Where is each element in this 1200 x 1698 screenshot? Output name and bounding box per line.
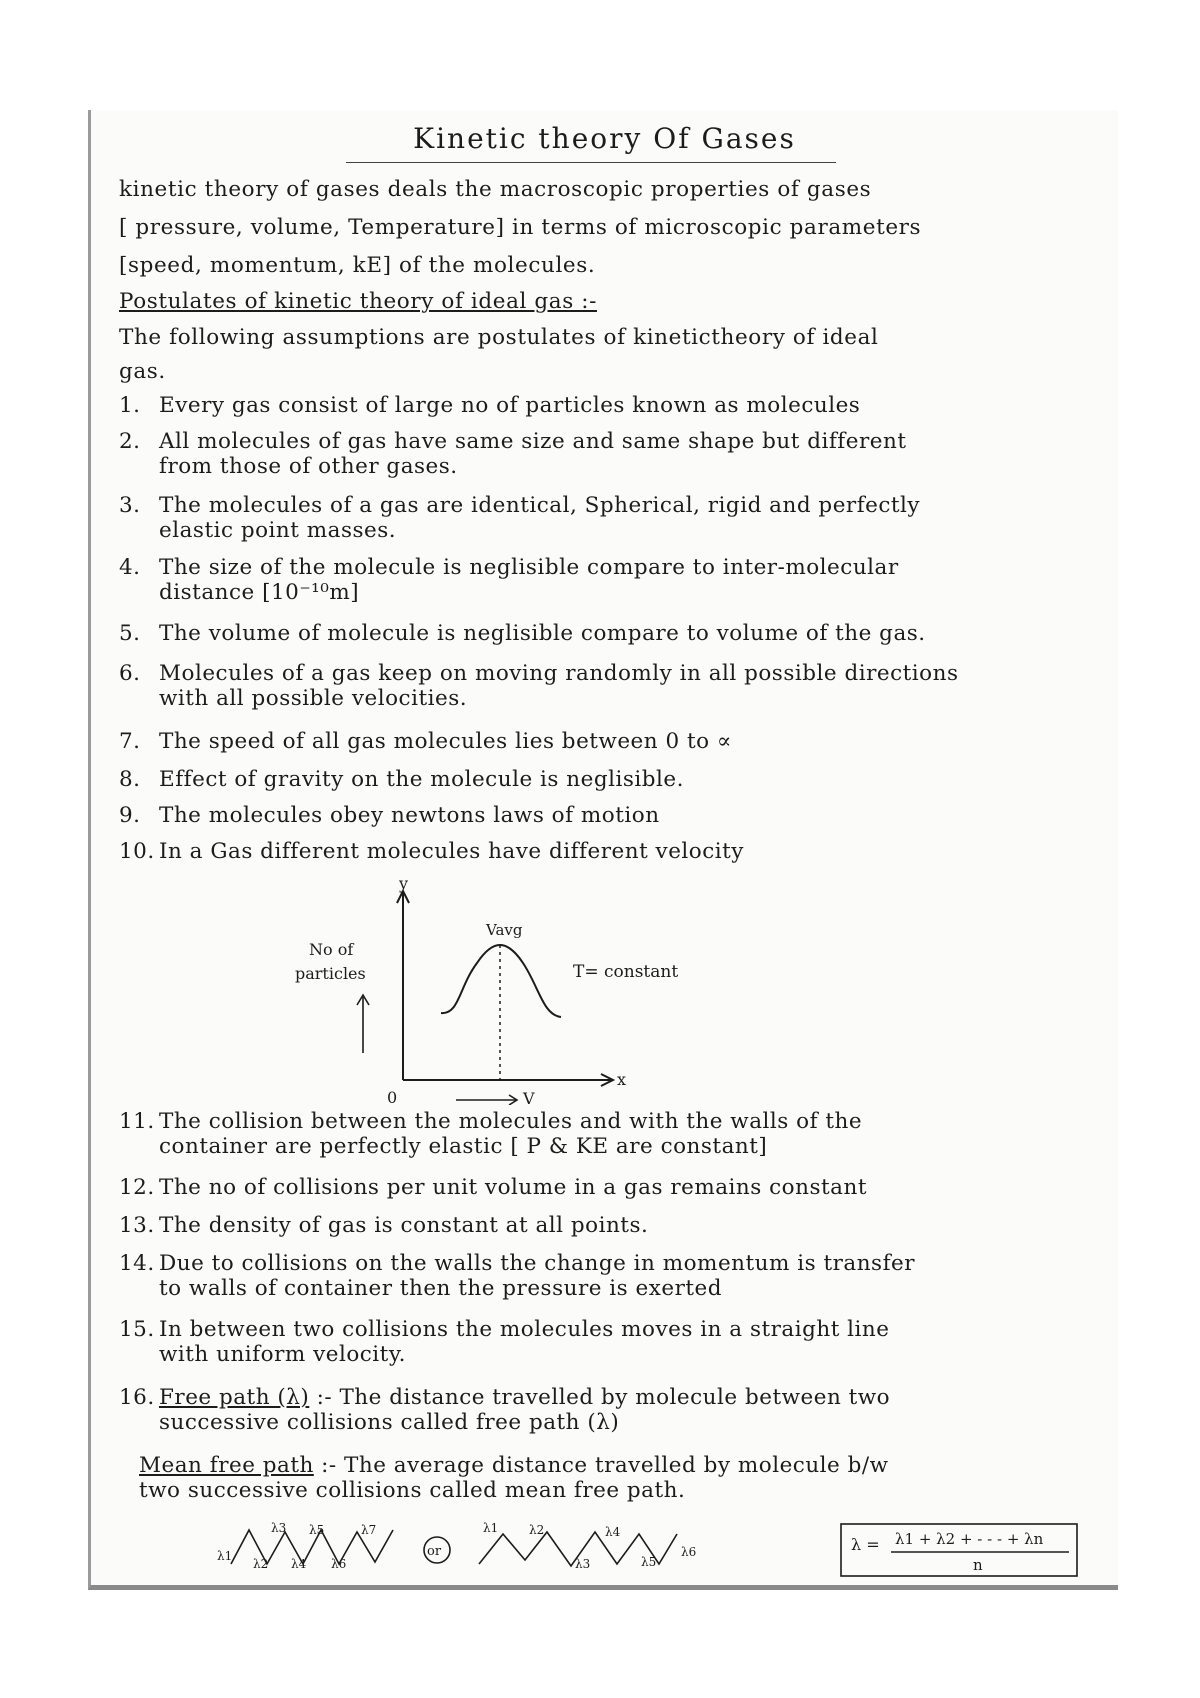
zigzag-a-label-2: λ2 [253,1557,269,1571]
postulate-text-cont: elastic point masses. [159,517,397,543]
postulate-text-cont: with all possible velocities. [159,685,468,711]
postulate-text: Every gas consist of large no of particles known as molecules [159,393,861,418]
postulate-number: 1. [119,393,141,418]
postulate-text: In a Gas different molecules have different velocity [159,839,744,864]
velocity-distribution-graph [281,875,741,1105]
mean-free-path-definition [139,1454,1104,1503]
zigzag-a-label-7: λ7 [361,1523,377,1537]
postulate-9 [119,804,1084,829]
postulate-number: 14. [119,1251,155,1276]
postulates-heading: Postulates of kinetic theory of ideal gas :- [119,289,597,314]
postulate-number: 10. [119,839,155,864]
postulate-text: The collision between the molecules and with the walls of the [159,1109,863,1134]
mean-free-path-def-1: :- The average distance travelled by molecule b/w [321,1453,889,1478]
formula-lhs: λ = [851,1535,880,1554]
postulate-7 [119,730,1084,755]
postulate-number: 15. [119,1317,155,1342]
postulate-12 [119,1176,1084,1201]
postulates-intro-1: The following assumptions are postulates of kinetictheory of ideal [119,325,879,350]
postulate-text-cont: from those of other gases. [159,453,458,479]
postulate-text-cont: container are perfectly elastic [ P & KE are constant] [159,1133,768,1159]
or-label: or [427,1544,442,1559]
formula-numerator: λ1 + λ2 + - - - + λn [895,1530,1044,1548]
postulate-number: 6. [119,661,141,686]
postulate-text-cont: distance [10⁻¹⁰m] [159,579,360,605]
distribution-curve [441,945,561,1017]
zigzag-a-label-5: λ5 [309,1523,325,1537]
zigzag-a-label-1: λ1 [217,1549,233,1563]
zigzag-b-label-2: λ2 [529,1523,545,1537]
postulate-2 [119,430,1084,479]
postulate-1 [119,394,1084,419]
postulate-number: 16. [119,1385,155,1410]
free-path-def-2: successive collisions called free path (λ) [159,1409,620,1435]
postulate-number: 4. [119,555,141,580]
postulate-13 [119,1214,1084,1239]
postulate-number: 13. [119,1213,155,1238]
postulates-intro-2: gas. [119,359,166,384]
postulate-text: The molecules obey newtons laws of motion [159,803,660,828]
postulate-6 [119,662,1084,711]
title-underline [346,162,836,163]
postulate-number: 7. [119,729,141,754]
postulate-text: In between two collisions the molecules moves in a straight line [159,1317,890,1342]
graph-v-label: V [523,1089,535,1105]
graph-ylabel-line-2: particles [295,964,366,983]
zigzag-a-label-3: λ3 [271,1521,287,1535]
postulate-text: The volume of molecule is neglisible compare to volume of the gas. [159,621,926,646]
free-path-definition [119,1386,1084,1435]
zigzag-b-label-4: λ4 [605,1525,621,1539]
notebook-page [88,110,1118,1590]
intro-line-1: kinetic theory of gases deals the macroscopic properties of gases [119,177,872,202]
intro-line-2: [ pressure, volume, Temperature] in terms of microscopic parameters [119,215,922,240]
mean-free-path-def-2: two successive collisions called mean free path. [139,1477,686,1503]
postulate-number: 5. [119,621,141,646]
postulate-11 [119,1110,1084,1159]
postulate-10 [119,840,1084,865]
free-path-term: Free path (λ) [159,1385,310,1410]
postulate-text: Molecules of a gas keep on moving randomly in all possible directions [159,661,959,686]
postulate-text: Due to collisions on the walls the change in momentum is transfer [159,1251,916,1276]
zigzag-a-label-4: λ4 [291,1557,307,1571]
graph-condition-label: T= constant [573,962,679,982]
postulate-text: The speed of all gas molecules lies between 0 to ∝ [159,729,732,754]
postulate-text: The size of the molecule is neglisible compare to inter-molecular [159,555,899,580]
postulate-text: The molecules of a gas are identical, Spherical, rigid and perfectly [159,493,921,518]
formula-denominator: n [973,1556,983,1574]
mean-free-path-term: Mean free path [139,1453,314,1478]
zigzag-b-label-1: λ1 [483,1521,499,1535]
postulate-4 [119,556,1084,605]
postulate-number: 12. [119,1175,155,1200]
postulate-15 [119,1318,1084,1367]
postulate-number: 3. [119,493,141,518]
zigzag-a-label-6: λ6 [331,1557,347,1571]
postulate-number: 9. [119,803,141,828]
graph-ylabel-line-1: No of [309,940,354,959]
zigzag-b-label-6: λ6 [681,1545,697,1559]
postulate-3 [119,494,1084,543]
postulate-text: Effect of gravity on the molecule is neglisible. [159,767,684,792]
zigzag-path-diagram [211,1520,1091,1582]
graph-origin-label: 0 [387,1088,398,1105]
postulate-number: 8. [119,767,141,792]
intro-line-3: [speed, momentum, kE] of the molecules. [119,253,596,278]
postulate-text: The no of collisions per unit volume in a gas remains constant [159,1175,867,1200]
postulate-number: 2. [119,429,141,454]
postulate-text-cont: with uniform velocity. [159,1341,406,1367]
postulate-8 [119,768,1084,793]
vavg-label: Vavg [486,921,523,939]
free-path-def-1: :- The distance travelled by molecule between two [316,1385,891,1410]
graph-y-axis-label: y [399,875,409,893]
postulate-text-cont: to walls of container then the pressure is exerted [159,1275,723,1301]
graph-x-axis-label: x [617,1070,627,1089]
page-title: Kinetic theory Of Gases [413,122,796,155]
zigzag-b-label-5: λ5 [641,1555,657,1569]
postulate-number: 11. [119,1109,155,1134]
postulate-14 [119,1252,1084,1301]
postulate-text: The density of gas is constant at all points. [159,1213,649,1238]
postulate-text: All molecules of gas have same size and same shape but different [159,429,907,454]
zigzag-b-label-3: λ3 [575,1557,591,1571]
postulate-5 [119,622,1084,647]
